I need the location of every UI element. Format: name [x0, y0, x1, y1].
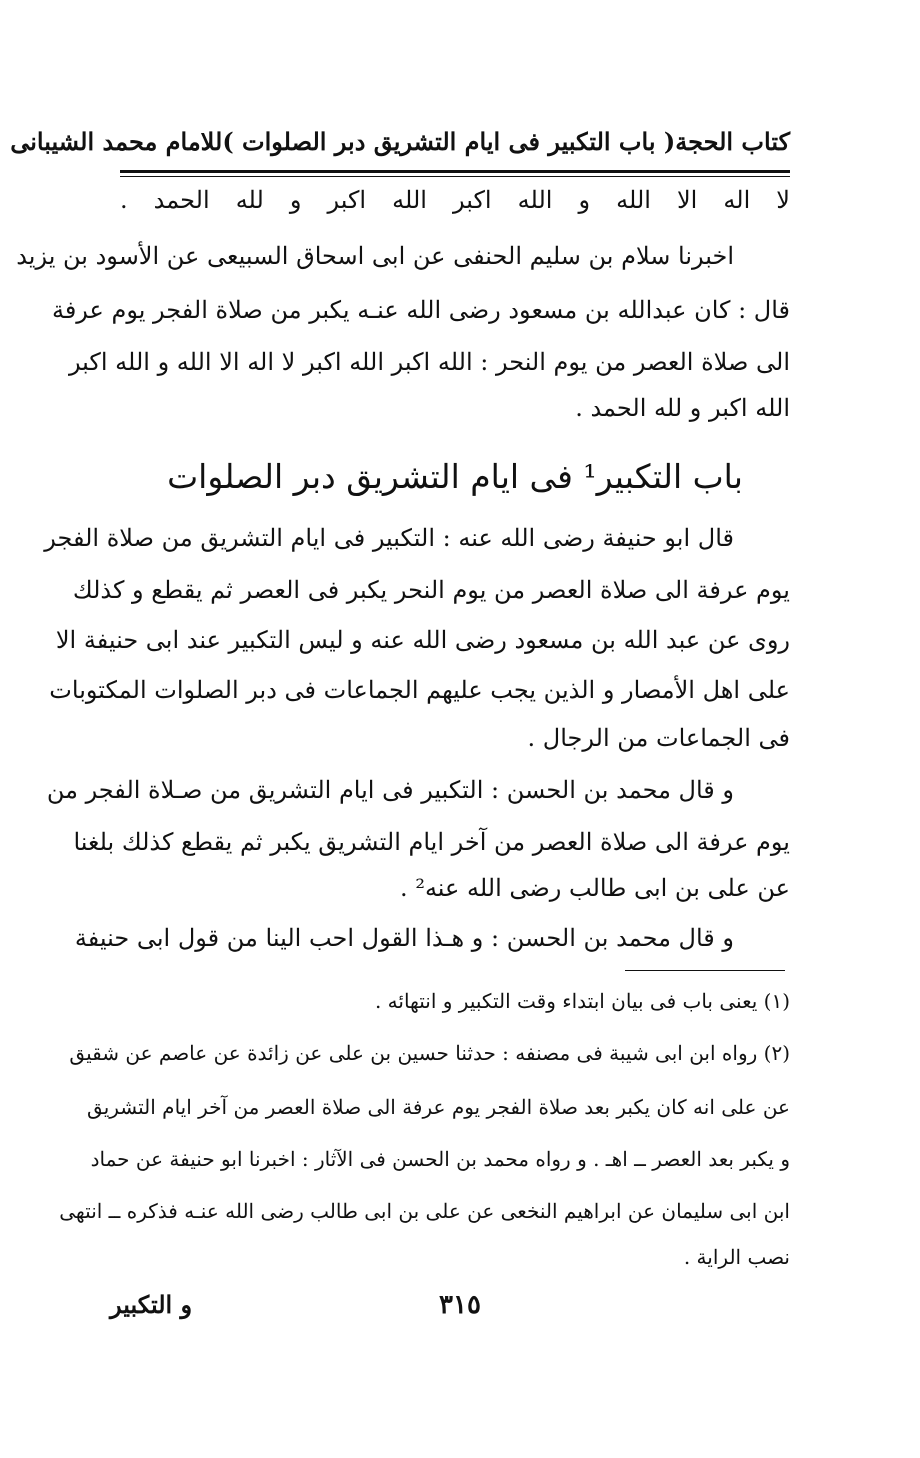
section-line: يوم عرفة الى صلاة العصر من يوم النحر يكبر فى العصر ثم يقطع و كذلك: [72, 576, 790, 604]
header-chapter: ( باب التكبير فى ايام التشريق دبر الصلوات ): [222, 126, 676, 156]
section-line: عن على بن ابى طالب رضى الله عنه² .: [400, 874, 790, 902]
body-line: الله اكبر و لله الحمد .: [575, 394, 790, 422]
footnote-line: عن على انه كان يكبر بعد صلاة الفجر يوم عرفة الى صلاة العصر من آخر ايام التشريق: [87, 1095, 790, 1119]
section-line: قال ابو حنيفة رضى الله عنه : التكبير فى ايام التشريق من صلاة الفجر: [44, 524, 734, 552]
body-line: لا اله الا الله و الله اكبر الله اكبر و لله الحمد .: [120, 186, 790, 214]
section-line: و قال محمد بن الحسن : التكبير فى ايام التشريق من صـلاة الفجر من: [46, 776, 734, 804]
section-line: يوم عرفة الى صلاة العصر من آخر ايام التشريق يكبر ثم يقطع كذلك بلغنا: [73, 828, 790, 856]
body-line: الى صلاة العصر من يوم النحر : الله اكبر الله اكبر لا اله الا الله و الله اكبر: [68, 348, 790, 376]
body-line: قال : كان عبدالله بن مسعود رضى الله عنـه يكبر من صلاة الفجر يوم عرفة: [51, 296, 790, 324]
footnote-line: ابن ابى سليمان عن ابراهيم النخعى عن على بن ابى طالب رضى الله عنـه فذكره ــ انتهى: [59, 1199, 790, 1223]
body-line: اخبرنا سلام بن سليم الحنفى عن ابى اسحاق السبيعى عن الأسود بن يزيد: [16, 242, 734, 270]
footnote-line: (١) يعنى باب فى بيان ابتداء وقت التكبير و انتهائه .: [374, 989, 790, 1013]
header-author: للامام محمد الشيبانى: [10, 126, 223, 156]
section-line: فى الجماعات من الرجال .: [527, 724, 790, 752]
footnote-line: و يكبر بعد العصر ــ اهـ . و رواه محمد بن الحسن فى الآثار : اخبرنا ابو حنيفة عن حماد: [90, 1147, 790, 1171]
header-rule-thick: [120, 170, 790, 173]
section-line: و قال محمد بن الحسن : و هـذا القول احب الينا من قول ابى حنيفة: [74, 924, 734, 952]
header-book-title: كتاب الحجة: [675, 126, 790, 156]
page-number: ٣١٥: [439, 1290, 481, 1320]
footnote-line: (٢) رواه ابن ابى شيبة فى مصنفه : حدثنا حسين بن على عن زائدة عن عاصم عن شقيق: [69, 1041, 790, 1065]
section-heading: باب التكبير¹ فى ايام التشريق دبر الصلوات: [167, 457, 743, 496]
footnote-rule: [625, 970, 785, 971]
section-line: على اهل الأمصار و الذين يجب عليهم الجماعات فى دبر الصلوات المكتوبات: [49, 676, 790, 704]
running-header: [10, 118, 790, 164]
footnote-line: نصب الراية .: [683, 1245, 790, 1269]
catchword: و التكبير: [110, 1290, 193, 1319]
header-rule-thin: [120, 176, 790, 177]
section-line: روى عن عبد الله بن مسعود رضى الله عنه و ليس التكبير عند ابى حنيفة الا: [55, 626, 790, 654]
